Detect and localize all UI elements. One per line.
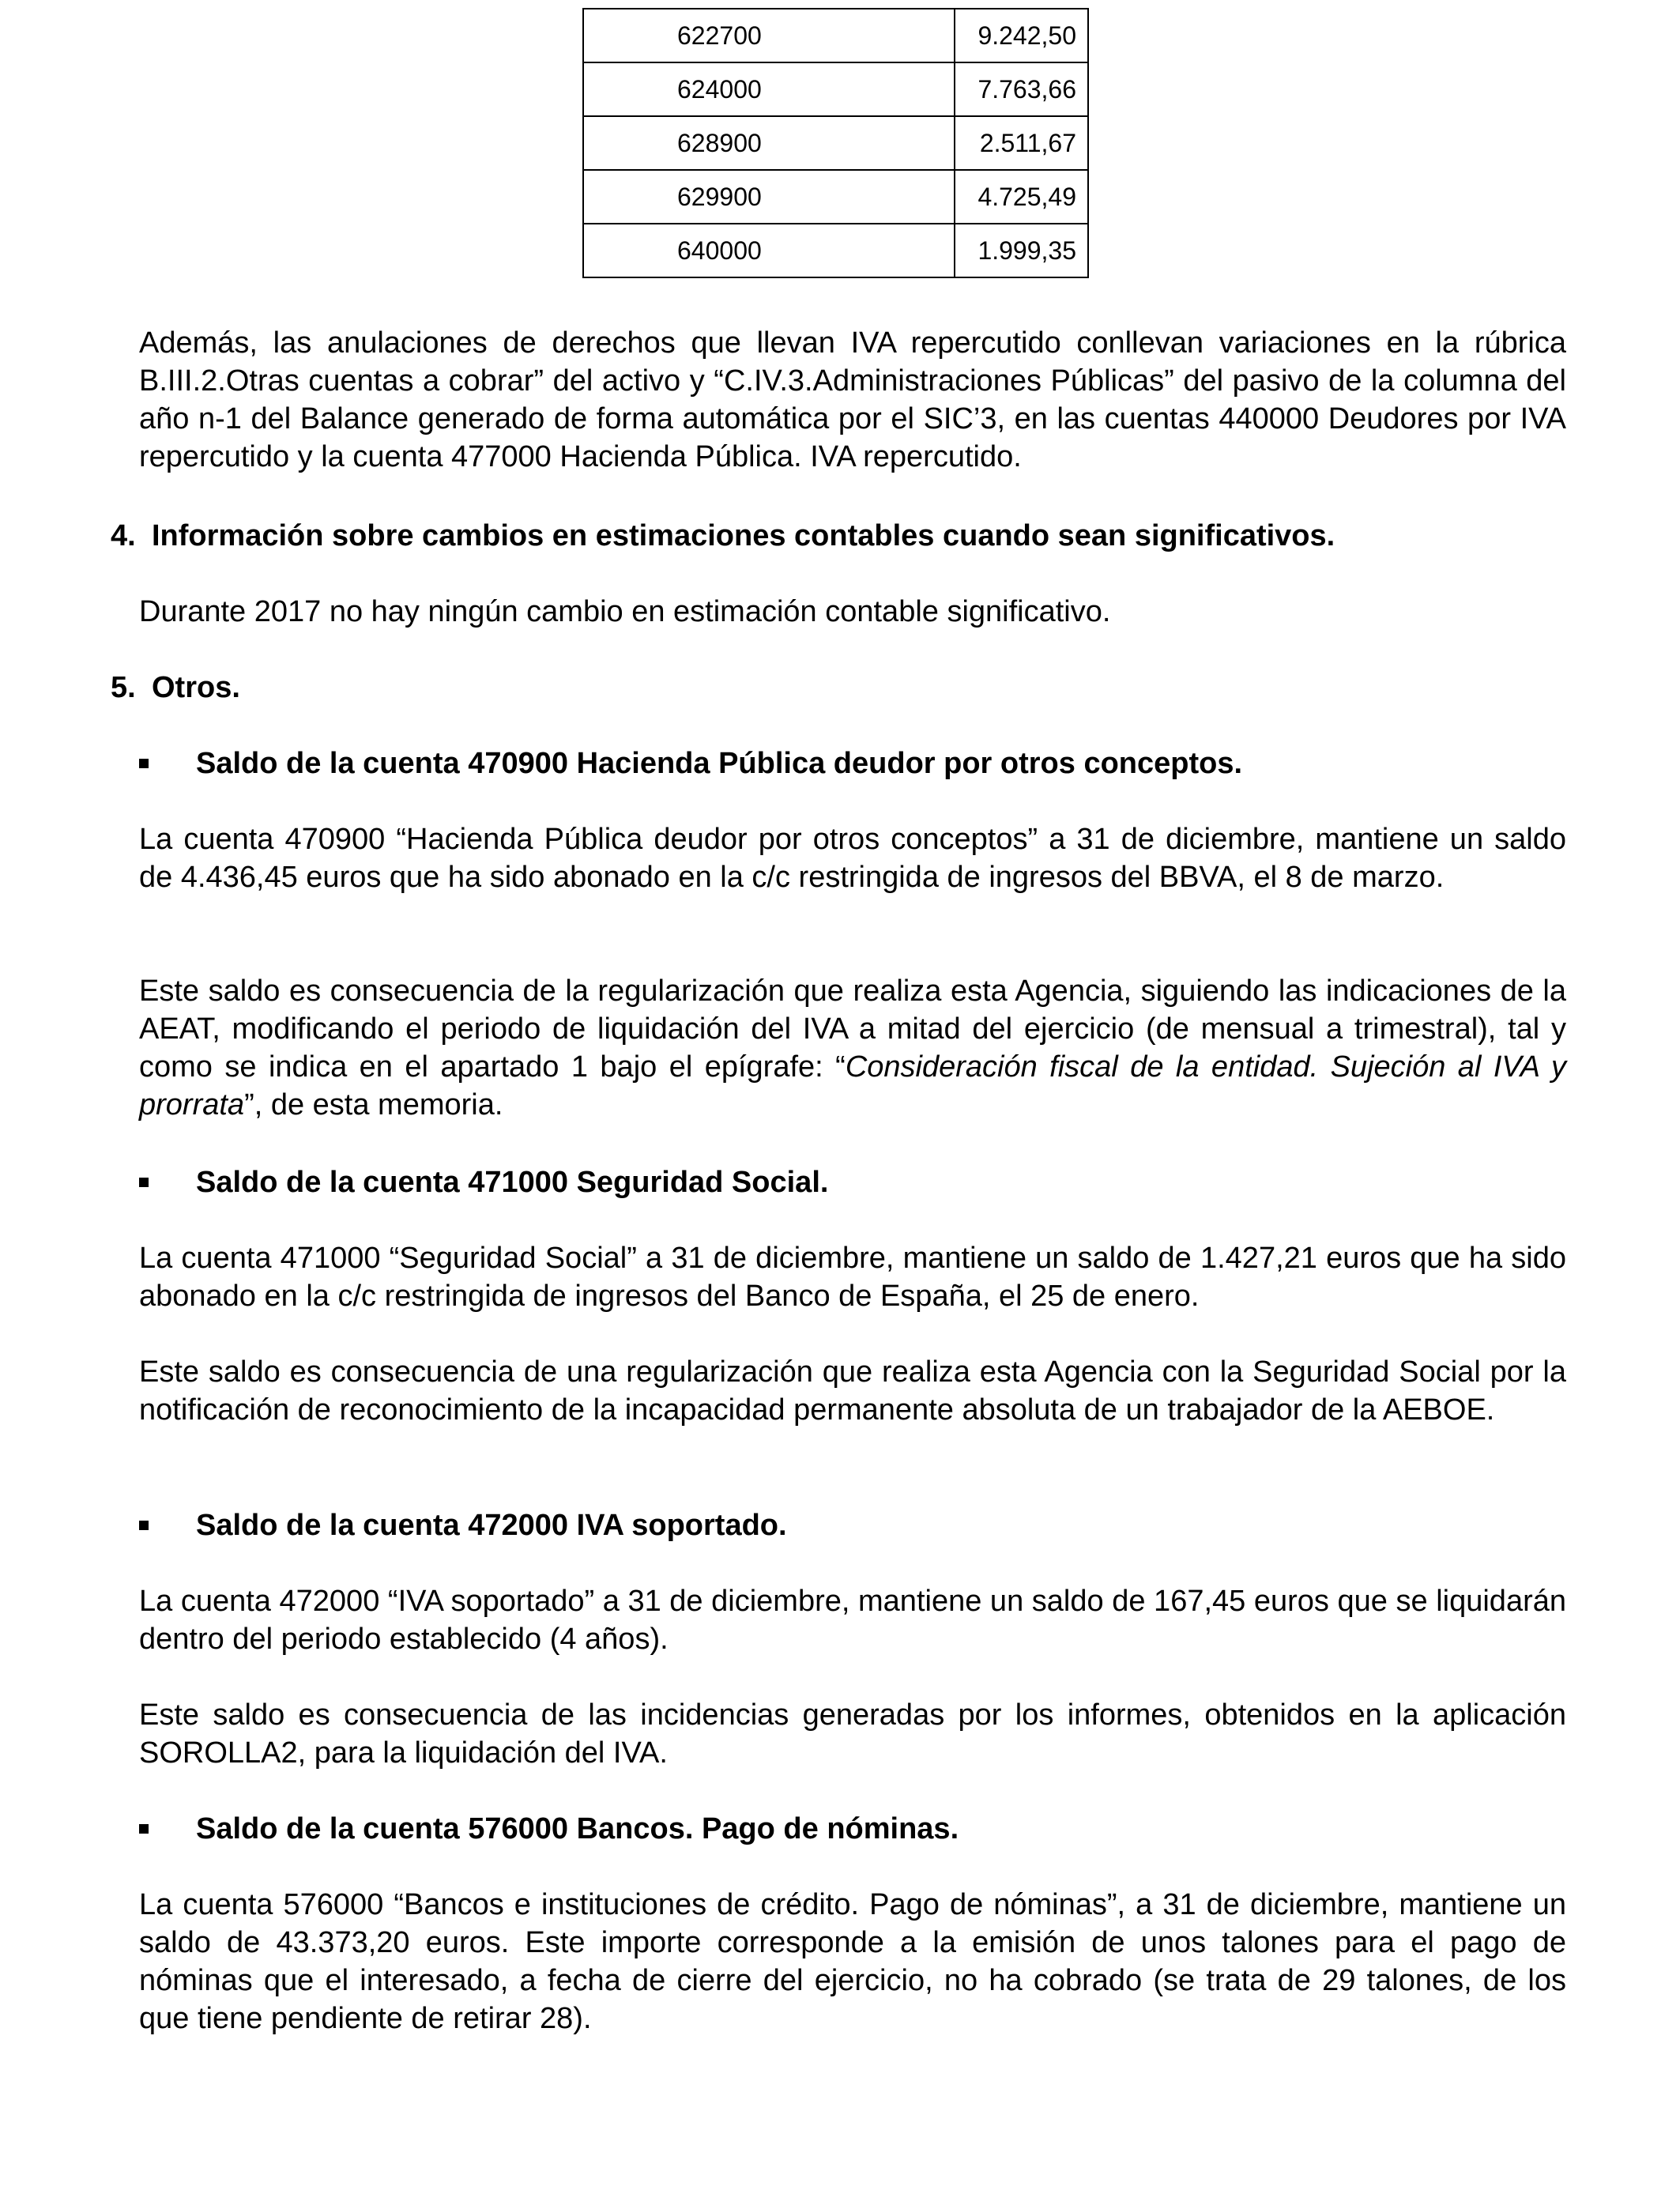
bullet-title: Saldo de la cuenta 472000 IVA soportado. <box>196 1509 787 1542</box>
bullet-title: Saldo de la cuenta 471000 Seguridad Social. <box>196 1166 829 1199</box>
bullet-title: Saldo de la cuenta 470900 Hacienda Pública deudor por otros conceptos. <box>196 747 1243 780</box>
account-code: 622700 <box>583 9 955 62</box>
account-amount: 2.511,67 <box>955 116 1088 170</box>
italic-reference: Consideración fiscal de la entidad. Sujeción al IVA y prorrata <box>139 1050 1567 1122</box>
table-row <box>583 9 1088 62</box>
account-code: 628900 <box>583 116 955 170</box>
iva-paragraph: Además, las anulaciones de derechos que llevan IVA repercutido conllevan variaciones en la rúbrica B.III.2.Otras cuentas a cobrar” del activo y “C.IV.3.Administraciones Públicas” del pasivo de la columna del año n-1 del Balance generado de forma automática por el SIC’3, en las cuentas 440000 Deudores por IVA repercutido y la cuenta 477000 Hacienda Pública. IVA repercutido. <box>139 326 1566 473</box>
text-run: ”, de esta memoria. <box>244 1088 503 1122</box>
table-row <box>583 170 1088 224</box>
account-code: 629900 <box>583 170 955 224</box>
account-amount: 1.999,35 <box>955 224 1088 277</box>
paragraph-472000-2: Este saldo es consecuencia de las incidencias generadas por los informes, obtenidos en la aplicación SOROLLA2, para la liquidación del IVA. <box>139 1698 1566 1770</box>
bullet-title: Saldo de la cuenta 576000 Bancos. Pago de nóminas. <box>196 1812 959 1845</box>
paragraph-472000-1: La cuenta 472000 “IVA soportado” a 31 de diciembre, mantiene un saldo de 167,45 euros que se liquidarán dentro del periodo establecido (4 años). <box>139 1585 1566 1656</box>
section-number: 4. <box>111 519 136 552</box>
paragraph-471000-2: Este saldo es consecuencia de una regularización que realiza esta Agencia con la Seguridad Social por la notificación de reconocimiento de la incapacidad permanente absoluta de un trabajador de la AEBOE. <box>139 1355 1566 1427</box>
section-title: Otros. <box>152 671 240 704</box>
section-title: Información sobre cambios en estimaciones contables cuando sean significativos. <box>152 519 1335 552</box>
account-code: 640000 <box>583 224 955 277</box>
text-run: Este saldo es consecuencia de la regularización que realiza esta Agencia, siguiendo las indicaciones de la AEAT, modificando el periodo de liquidación del IVA a mitad del ejercicio (de mensual a trimestral), tal y como se indica en el apartado 1 bajo el epígrafe: “ <box>139 974 1566 1084</box>
bullet-marker <box>139 1824 149 1834</box>
bullet-marker <box>139 759 149 768</box>
account-amount: 4.725,49 <box>955 170 1088 224</box>
paragraph-471000-1: La cuenta 471000 “Seguridad Social” a 31 de diciembre, mantiene un saldo de 1.427,21 euros que ha sido abonado en la c/c restringida de ingresos del Banco de España, el 25 de enero. <box>139 1242 1566 1313</box>
section-4-text: Durante 2017 no hay ningún cambio en estimación contable significativo. <box>139 595 1111 628</box>
account-amount: 9.242,50 <box>955 9 1088 62</box>
account-amount: 7.763,66 <box>955 62 1088 116</box>
section-number: 5. <box>111 671 136 704</box>
paragraph-576000-1: La cuenta 576000 “Bancos e instituciones de crédito. Pago de nóminas”, a 31 de diciembre, mantiene un saldo de 43.373,20 euros. Este importe corresponde a la emisión de unos talones para el pago de nóminas que el interesado, a fecha de cierre del ejercicio, no ha cobrado (se trata de 29 talones, de los que tiene pendiente de retirar 28). <box>139 1888 1566 2035</box>
accounts-table <box>582 8 1089 278</box>
bullet-marker <box>139 1178 149 1187</box>
account-code: 624000 <box>583 62 955 116</box>
paragraph-470900-2 <box>139 972 1566 1124</box>
table-row <box>583 116 1088 170</box>
bullet-marker <box>139 1521 149 1530</box>
paragraph-470900-1: La cuenta 470900 “Hacienda Pública deudor por otros conceptos” a 31 de diciembre, mantiene un saldo de 4.436,45 euros que ha sido abonado en la c/c restringida de ingresos del BBVA, el 8 de marzo. <box>139 823 1566 894</box>
table-row <box>583 62 1088 116</box>
table-row <box>583 224 1088 277</box>
